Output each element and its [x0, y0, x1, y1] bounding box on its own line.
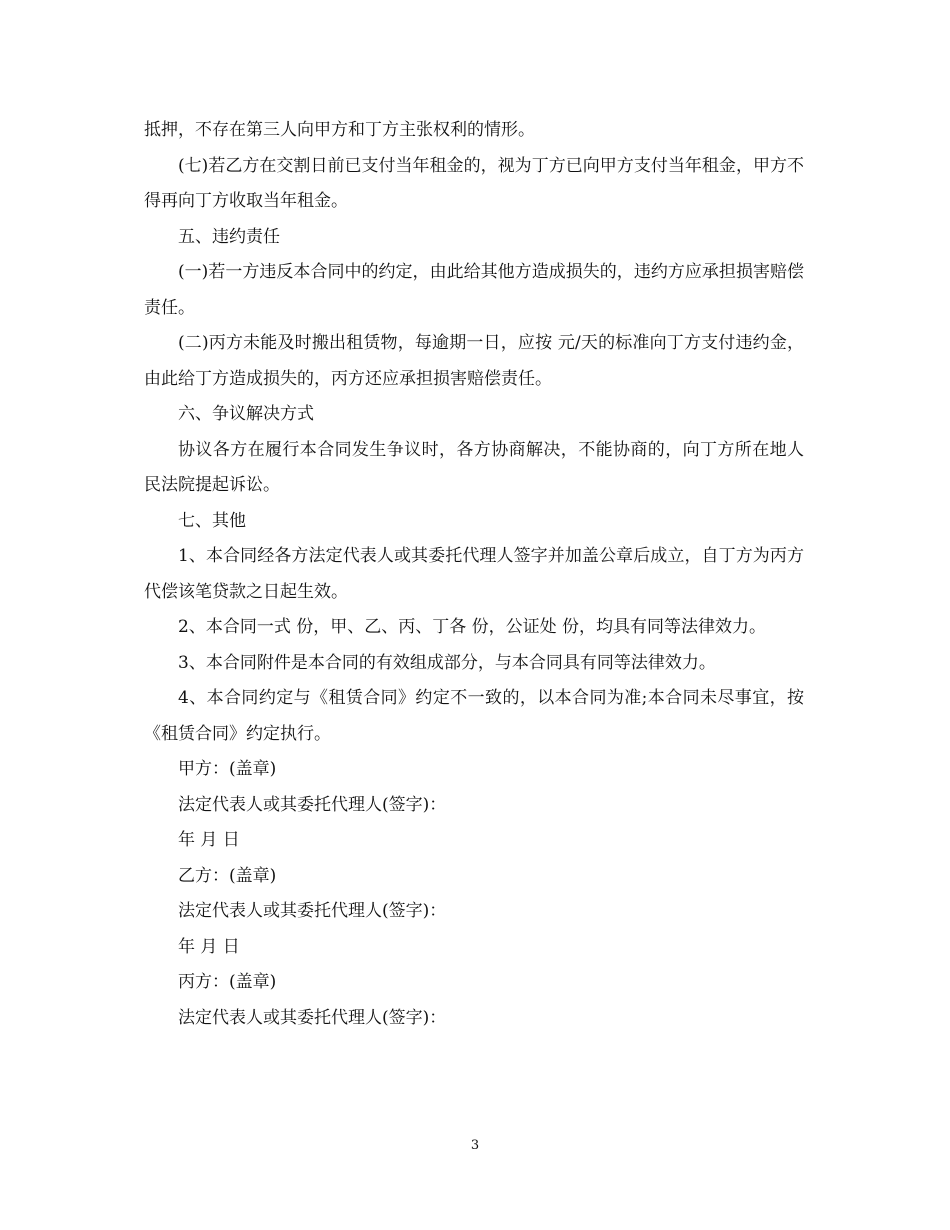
section-heading-other: 七、其他: [178, 510, 246, 531]
signature-party-a-seal: 甲方：(盖章): [178, 759, 277, 779]
paragraph-other-4: 4、本合同约定与《租赁合同》约定不一致的，以本合同为准;本合同未尽事宜，按《租赁合同》约定执行。: [144, 688, 804, 744]
signature-party-c-seal: 丙方：(盖章): [178, 972, 277, 992]
paragraph-other-2: 2、本合同一式 份，甲、乙、丙、丁各 份，公证处 份，均具有同等法律效力。: [178, 617, 767, 637]
paragraph-dispute: 协议各方在履行本合同发生争议时，各方协商解决，不能协商的，向丁方所在地人民法院提起诉讼。: [144, 439, 804, 495]
section-heading-breach: 五、违约责任: [178, 226, 280, 247]
signature-party-a-date: 年 月 日: [178, 830, 240, 850]
signature-party-b-date: 年 月 日: [178, 936, 240, 957]
section-heading-dispute: 六、争议解决方式: [178, 404, 314, 424]
page-number: 3: [470, 1138, 480, 1153]
signature-party-b-seal: 乙方：(盖章): [178, 865, 277, 886]
signature-party-a-representative: 法定代表人或其委托代理人(签字)：: [178, 794, 447, 815]
document-body: [144, 113, 804, 1036]
paragraph-breach-2: (二)丙方未能及时搬出租赁物，每逾期一日，应按 元/天的标准向丁方支付违约金，由此给丁方造成损失的，丙方还应承担损害赔偿责任。: [144, 333, 804, 389]
paragraph-clause-7-rent: (七)若乙方在交割日前已支付当年租金的，视为丁方已向甲方支付当年租金，甲方不得再向丁方收取当年租金。: [144, 155, 804, 211]
paragraph-breach-1: (一)若一方违反本合同中的约定，由此给其他方造成损失的，违约方应承担损害赔偿责任。: [144, 262, 804, 318]
paragraph-other-3: 3、本合同附件是本合同的有效组成部分，与本合同具有同等法律效力。: [178, 652, 716, 673]
paragraph-pledge-clause-end: 抵押，不存在第三人向甲方和丁方主张权利的情形。: [144, 120, 535, 140]
signature-party-c-representative: 法定代表人或其委托代理人(签字)：: [178, 1007, 447, 1028]
paragraph-other-1: 1、本合同经各方法定代表人或其委托代理人签字并加盖公章后成立，自丁方为丙方代偿该笔贷款之日起生效。: [144, 546, 804, 602]
signature-party-b-representative: 法定代表人或其委托代理人(签字)：: [178, 901, 447, 921]
